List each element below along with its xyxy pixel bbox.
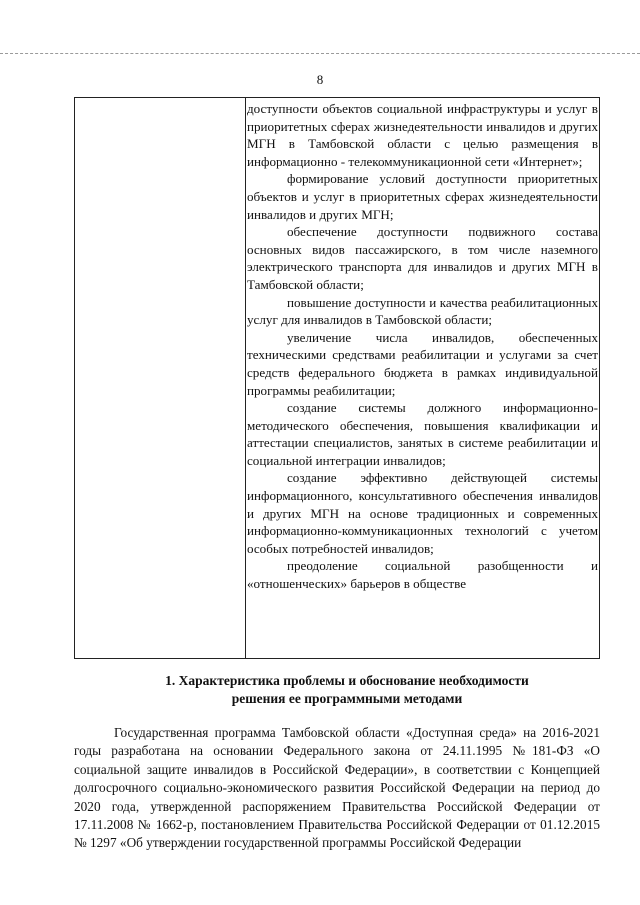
table-item: формирование условий доступности приоритетных объектов и услуг в приоритетных сферах жизнедеятельности инвалидов и других МГН; (247, 171, 598, 222)
table-item: обеспечение доступности подвижного состава основных видов пассажирского, в том числе наземного электрического транспорта для инвалидов и других МГН в Тамбовской области; (247, 224, 598, 292)
table-right-cell (247, 100, 598, 593)
table-item-intro: доступности объектов социальной инфраструктуры и услуг в приоритетных сферах жизнедеятельности инвалидов и других МГН в Тамбовской области с целью размещения в информационно - телекоммуникационной сети «Интернет»; (247, 101, 598, 169)
table-item: создание эффективно действующей системы информационного, консультативного обеспечения инвалидов и других МГН на основе традиционных и современных информационно-коммуникационных технологий с учетом особых потребностей инвалидов; (247, 470, 598, 556)
continuation-table (74, 97, 600, 659)
page-number: 8 (316, 72, 324, 87)
table-item: создание системы должного информационно-методического обеспечения, повышения квалификации и аттестации специалистов, занятых в системе реабилитации и социальной интеграции инвалидов; (247, 400, 598, 468)
body-text (74, 724, 600, 853)
table-column-divider (245, 98, 246, 658)
section-title (120, 672, 574, 708)
table-item: увеличение числа инвалидов, обеспеченных техническими средствами реабилитации и услугами за счет средств федерального бюджета в рамках индивидуальной программы реабилитации; (247, 329, 598, 398)
page-top-rule (0, 53, 640, 54)
table-item: преодоление социальной разобщенности и «отношенческих» барьеров в обществе (247, 558, 598, 592)
body-paragraph: Государственная программа Тамбовской области «Доступная среда» на 2016-2021 годы разработана на основании Федерального закона от 24.11.1995 №181-ФЗ «О социальной защите инвалидов в Российской Федерации», в соответствии с Концепцией долгосрочного социально-экономического развития Российской Федерации на период до 2020 года, утвержденной распоряжением Правительства Российской Федерации от 17.11.2008 № 1662-р, постановлением Правительства Российской Федерации от 01.12.2015 № 1297 «Об утверждении государственной программы Российской Федерации (74, 725, 600, 851)
table-item: повышение доступности и качества реабилитационных услуг для инвалидов в Тамбовской области; (247, 294, 598, 328)
section-title-line-2: решения ее программными методами (231, 691, 463, 706)
section-title-line-1: 1. Характеристика проблемы и обоснование необходимости (165, 673, 529, 688)
